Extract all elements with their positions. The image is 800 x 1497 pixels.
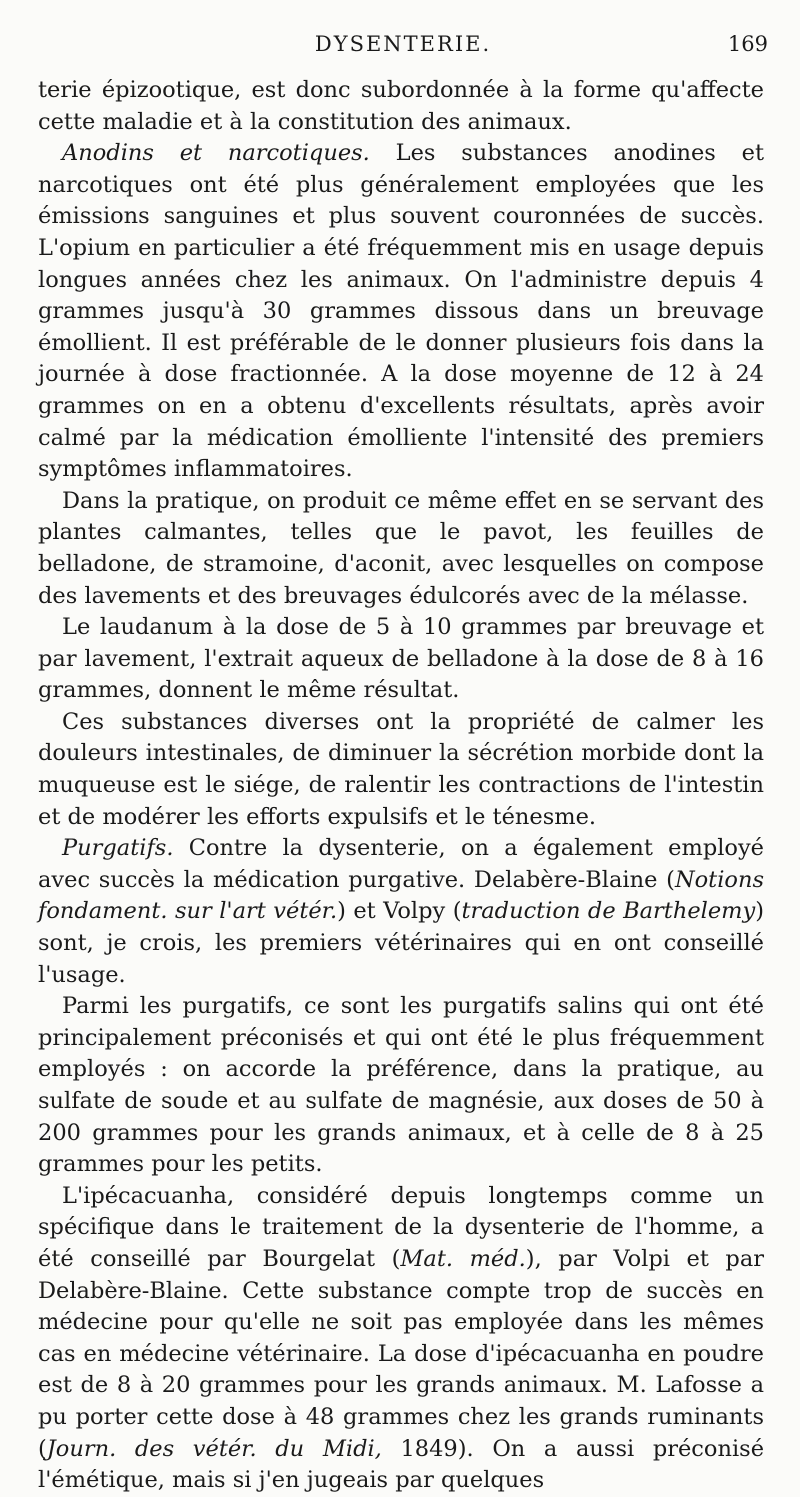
paragraph-text: Dans la pratique, on produit ce même effet en se servant des plantes calmantes, telles que le pavot, les feuilles de belladone, de stramoine, d'aconit, avec lesquelles on compose des lavements et des breuvages édulcorés avec de la mélasse. <box>38 487 764 609</box>
paragraph-text: Le laudanum à la dose de 5 à 10 grammes par breuvage et par lavement, l'extrait aqueux de belladone à la dose de 8 à 16 grammes, donnent le même résultat. <box>38 614 764 704</box>
paragraph-text: terie épizootique, est donc subordonnée à la forme qu'affecte cette maladie et à la constitution des animaux. <box>38 77 764 135</box>
paragraph <box>38 75 764 138</box>
paragraph <box>38 1181 764 1497</box>
citation-title: Notions fondament. sur l'art vétér. <box>38 866 764 925</box>
paragraph-text: ) et Volpy ( <box>337 898 462 925</box>
section-lead: Purgatifs. <box>62 835 174 862</box>
paragraph <box>38 138 764 486</box>
paragraph-text: Les substances anodines et narcotiques ont été plus généralement employées que les émissions sanguines et plus souvent couronnées de succès. L'opium en particulier a été fréquemment mis en usage depuis longues années chez les animaux. On l'administre depuis 4 grammes jusqu'à 30 grammes dissous dans un breuvage émollient. Il est préférable de le donner plusieurs fois dans la journée à dose fractionnée. A la dose moyenne de 12 à 24 grammes on en a obtenu d'excellents résultats, après avoir calmé par la médication émolliente l'intensité des premiers symptômes inflammatoires. <box>38 140 764 483</box>
running-title: DYSENTERIE. <box>314 32 492 56</box>
citation-title: Mat. méd. <box>400 1245 526 1272</box>
paragraph-text: ), par Volpi et par Delabère-Blaine. Cette substance compte trop de succès en médecine pour qu'elle ne soit pas employée dans les mêmes cas en médecine vétérinaire. La dose d'ipécacuanha en poudre est de 8 à 20 grammes pour les grands animaux. M. Lafosse a pu porter cette dose à 48 grammes chez les grands ruminants ( <box>38 1245 764 1462</box>
paragraph <box>38 991 764 1181</box>
paragraph <box>38 612 764 707</box>
body-text <box>38 75 764 1497</box>
citation-title: Journ. des vétér. du Midi, <box>46 1435 382 1462</box>
paragraph <box>38 707 764 833</box>
paragraph-text: ) sont, je crois, les premiers vétérinaires qui en ont conseillé l'usage. <box>38 898 764 988</box>
paragraph <box>38 486 764 612</box>
paragraph-text: Ces substances diverses ont la propriété de calmer les douleurs intestinales, de diminuer la sécrétion morbide dont la muqueuse est le siége, de ralentir les contractions de l'intestin et de modérer les efforts expulsifs et le ténesme. <box>38 708 764 830</box>
paragraph-text: 1849). On a aussi préconisé l'émétique, mais si j'en jugeais par quelques <box>38 1435 765 1494</box>
paragraph-text: Contre la dysenterie, on a également employé avec succès la médication purgative. Delabère-Blaine ( <box>38 835 764 893</box>
section-lead: Anodins et narcotiques. <box>62 140 370 167</box>
paragraph-text: Parmi les purgatifs, ce sont les purgatifs salins qui ont été principalement préconisés et qui ont été le plus fréquemment employés : on accorde la préférence, dans la pratique, au sulfate de soude et au sulfate de magnésie, aux doses de 50 à 200 grammes pour les grands animaux, et à celle de 8 à 25 grammes pour les petits. <box>38 993 764 1178</box>
citation-title: traduction de Barthelemy <box>461 898 756 925</box>
paragraph-text: L'ipécacuanha, considéré depuis longtemps comme un spécifique dans le traitement de la dysenterie de l'homme, a été conseillé par Bourgelat ( <box>38 1182 764 1272</box>
paragraph <box>38 833 764 991</box>
page-number: 169 <box>727 32 768 56</box>
page-header <box>38 30 768 64</box>
